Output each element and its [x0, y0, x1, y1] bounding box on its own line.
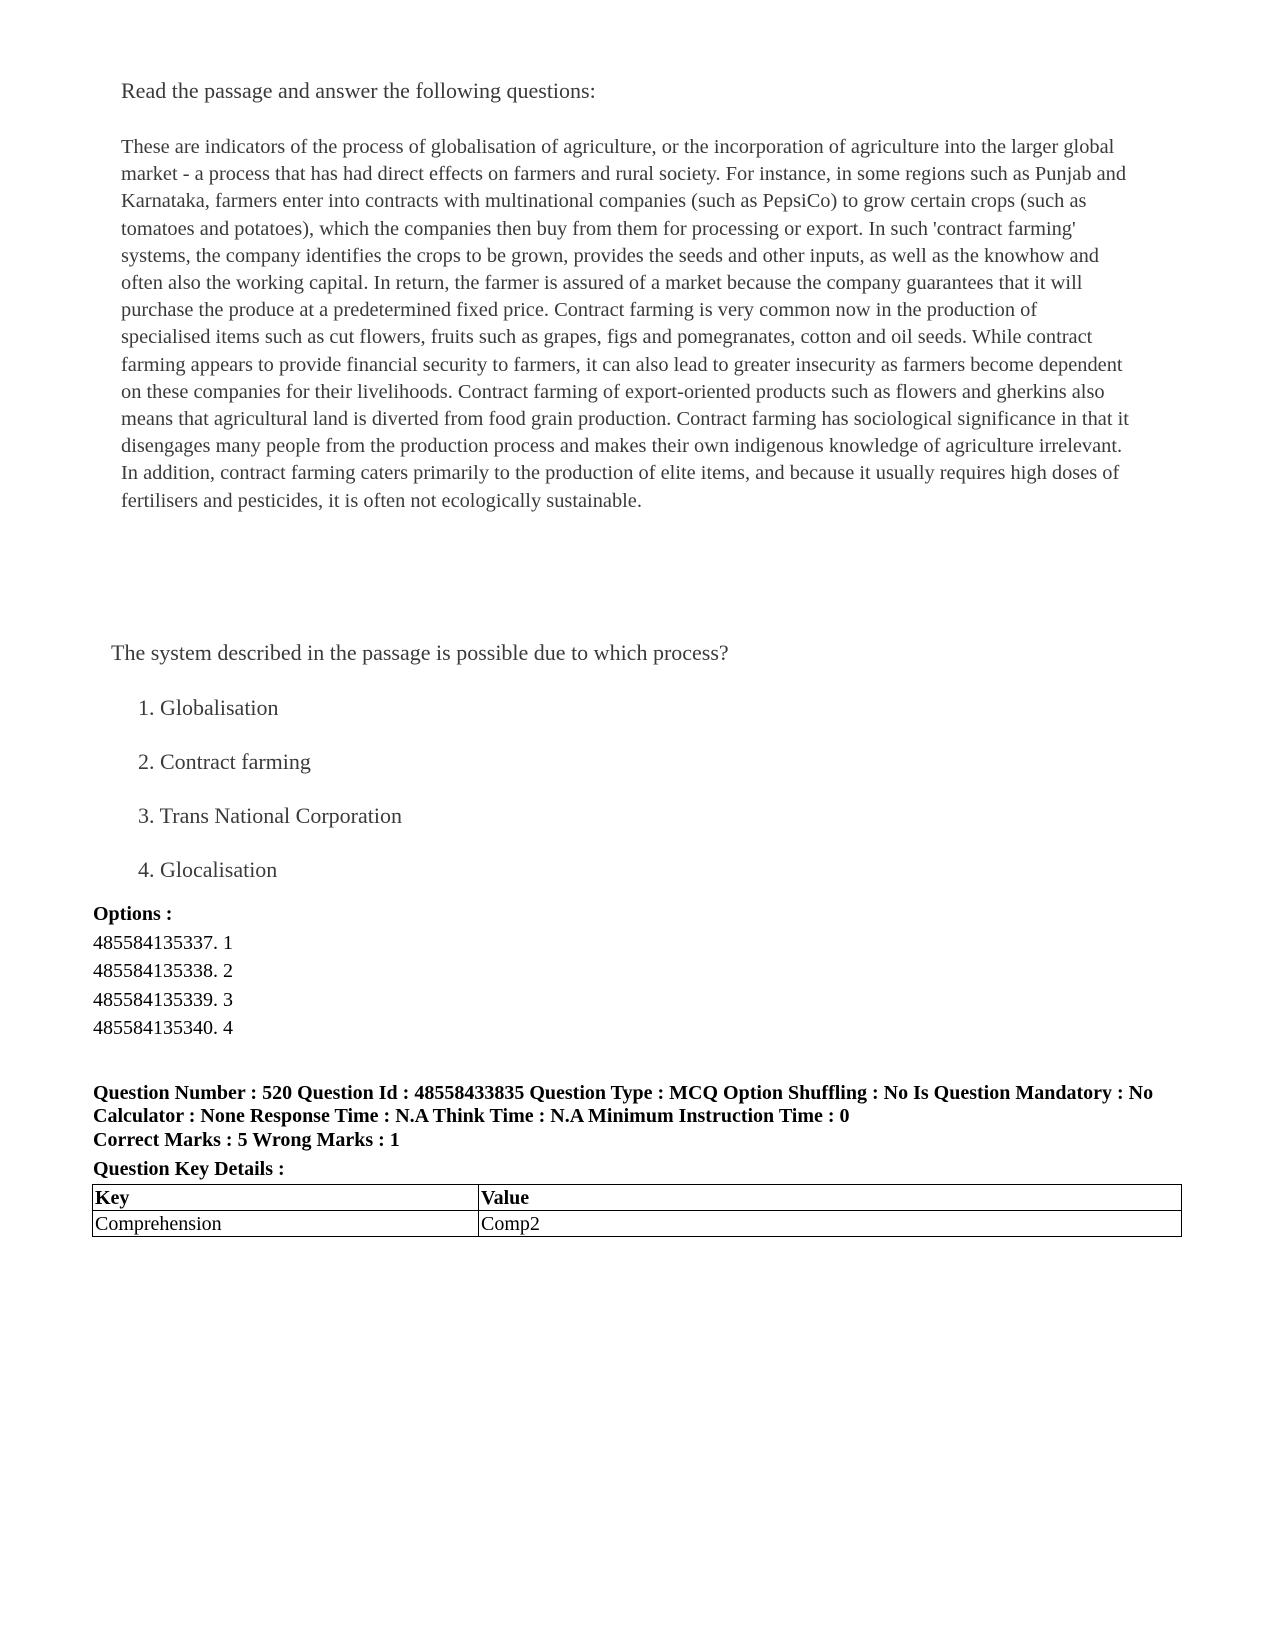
- choice-item: 3. Trans National Corporation: [138, 803, 402, 828]
- question-meta: Question Number : 520 Question Id : 48558433835 Question Type : MCQ Option Shuffling : No Is Question Mandatory : No Calculator : None Response Time : N.A Think Time : N.A Minimum Instruction Time : 0: [93, 1082, 1154, 1127]
- question-text: The system described in the passage is possible due to which process?: [111, 640, 729, 665]
- choice-item: 1. Globalisation: [138, 695, 279, 720]
- options-label: Options :: [93, 903, 173, 925]
- question-choices: [138, 695, 402, 911]
- table-header-key: Key: [93, 1185, 479, 1211]
- option-item: 485584135340. 4: [93, 1017, 233, 1040]
- passage-intro: Read the passage and answer the following questions:: [121, 78, 596, 103]
- choice-item: 4. Glocalisation: [138, 857, 278, 882]
- passage-text: These are indicators of the process of globalisation of agriculture, or the incorporation of agriculture into the larger global market - a process that has had direct effects on farmers and rural society. For instance, in some regions such as Punjab and Karnataka, farmers enter into contracts with multinational companies (such as PepsiCo) to grow certain crops (such as tomatoes and potatoes), which the companies then buy from them for processing or export. In such 'contract farming' systems, the company identifies the crops to be grown, provides the seeds and other inputs, as well as the knowhow and often also the working capital. In return, the farmer is assured of a market because the company guarantees that it will purchase the produce at a predetermined fixed price. Contract farming is very common now in the production of specialised items such as cut flowers, fruits such as grapes, figs and pomegranates, cotton and oil seeds. While contract farming appears to provide financial security to farmers, it can also lead to greater insecurity as farmers become dependent on these companies for their livelihoods. Contract farming of export-oriented products such as flowers and gherkins also means that agricultural land is diverted from food grain production. Contract farming has sociological significance in that it disengages many people from the production process and makes their own indigenous knowledge of agriculture irrelevant. In addition, contract farming caters primarily to the production of elite items, and because it usually requires high doses of fertilisers and pesticides, it is often not ecologically sustainable.: [121, 136, 1129, 512]
- options-block: [93, 900, 233, 1043]
- option-item: 485584135339. 3: [93, 988, 233, 1011]
- table-header-row: [93, 1185, 1182, 1211]
- key-details-label: Question Key Details :: [93, 1158, 285, 1180]
- table-cell-value: Comp2: [479, 1211, 1182, 1237]
- option-item: 485584135337. 1: [93, 931, 233, 954]
- table-row: [93, 1211, 1182, 1237]
- table-cell-key: Comprehension: [93, 1211, 479, 1237]
- choice-item: 2. Contract farming: [138, 749, 311, 774]
- marks-line: Correct Marks : 5 Wrong Marks : 1: [93, 1129, 400, 1151]
- key-details-table: [92, 1184, 1182, 1237]
- option-item: 485584135338. 2: [93, 960, 233, 983]
- table-header-value: Value: [479, 1185, 1182, 1211]
